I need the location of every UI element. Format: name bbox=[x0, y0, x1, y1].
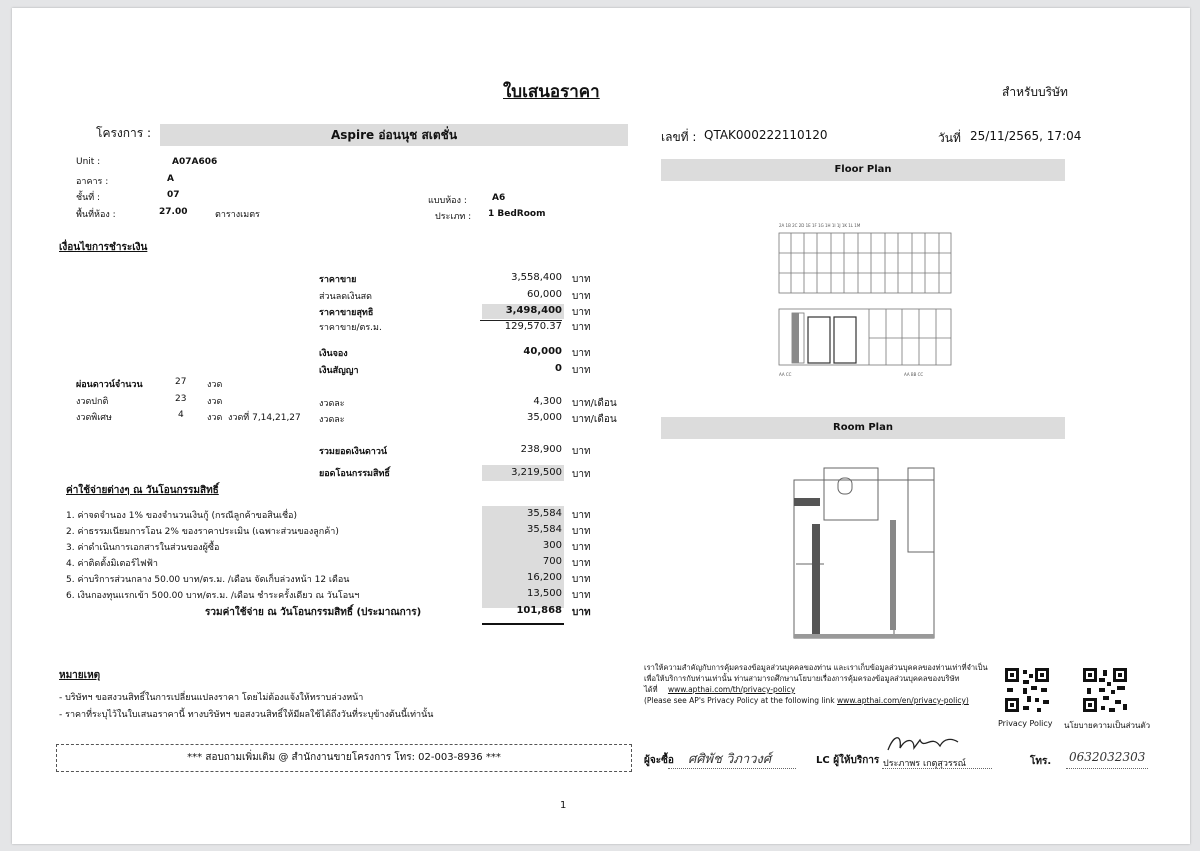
privacy-link-en[interactable]: www.apthai.com/en/privacy-policy) bbox=[837, 696, 969, 705]
privacy-en-prefix: (Please see AP's Privacy Policy at the following link bbox=[644, 696, 835, 705]
privacy-policy-qr-icon[interactable] bbox=[1003, 666, 1051, 714]
expense-item: 5. ค่าบริการส่วนกลาง 50.00 บาท/ตร.ม. /เดือน จัดเก็บล่วงหน้า 12 เดือน bbox=[66, 575, 350, 585]
expense-item: 2. ค่าธรรมเนียมการโอน 2% ของราคาประเมิน (เฉพาะส่วนของลูกค้า) bbox=[66, 527, 339, 537]
transfer-label: ยอดโอนกรรมสิทธิ์ bbox=[319, 469, 390, 479]
expenses-total-unit: บาท bbox=[572, 607, 591, 618]
installments-total-label: ผ่อนดาวน์จำนวน bbox=[76, 380, 143, 390]
payment-heading: เงื่อนไขการชำระเงิน bbox=[59, 242, 148, 253]
privacy-qr-label: Privacy Policy bbox=[998, 719, 1053, 728]
installments-special-amount-unit: บาท/เดือน bbox=[572, 414, 617, 425]
price-per-sqm-unit: บาท bbox=[572, 322, 591, 333]
expense-unit: บาท bbox=[572, 542, 591, 553]
expense-unit: บาท bbox=[572, 558, 591, 569]
tel-value: 0632032303 bbox=[1069, 750, 1146, 764]
expense-unit: บาท bbox=[572, 574, 591, 585]
expenses-total-value: 101,868 bbox=[516, 605, 562, 616]
expense-item: 3. ค่าดำเนินการเอกสารในส่วนของผู้ซื้อ bbox=[66, 543, 220, 553]
installments-special-unit: งวด bbox=[207, 413, 223, 423]
price-per-sqm-value: 129,570.37 bbox=[480, 320, 562, 332]
contact-box: *** สอบถามเพิ่มเติม @ สำนักงานขายโครงการ โทร: 02-003-8936 *** bbox=[56, 744, 632, 772]
privacy-policy-th-qr-icon[interactable] bbox=[1081, 666, 1129, 714]
price-per-sqm-label: ราคาขาย/ตร.ม. bbox=[319, 323, 382, 333]
expense-value: 300 bbox=[542, 540, 562, 551]
room-plan-image bbox=[790, 464, 938, 642]
area-label: พื้นที่ห้อง : bbox=[76, 210, 116, 220]
expense-value: 700 bbox=[542, 556, 562, 567]
lc-name: ประภาพร เกตุสุวรรณ์ bbox=[883, 759, 966, 769]
svg-text:AA CC: AA CC bbox=[779, 372, 792, 377]
floor-plan-image bbox=[774, 213, 956, 379]
tel-label: โทร. bbox=[1030, 756, 1052, 767]
net-price-value: 3,498,400 bbox=[505, 305, 562, 316]
buyer-sign-line bbox=[668, 768, 796, 769]
lc-signature-image bbox=[884, 730, 964, 756]
contract-label: เงินสัญญา bbox=[319, 366, 359, 376]
room-type-value: A6 bbox=[492, 193, 506, 203]
room-type-label: แบบห้อง : bbox=[428, 196, 467, 206]
project-name: Aspire อ่อนนุช สเตชั่น bbox=[160, 124, 628, 146]
installments-normal-amount-unit: บาท/เดือน bbox=[572, 398, 617, 409]
svg-text:AA BB CC: AA BB CC bbox=[904, 372, 924, 377]
expense-value: 35,584 bbox=[527, 508, 562, 519]
price-value: 3,558,400 bbox=[511, 272, 562, 283]
installments-normal-unit: งวด bbox=[207, 397, 223, 407]
quotation-page bbox=[12, 8, 1190, 844]
expense-value: 13,500 bbox=[527, 588, 562, 599]
installments-normal-count: 23 bbox=[175, 394, 187, 404]
total-down-value: 238,900 bbox=[520, 444, 562, 455]
expenses-total-label: รวมค่าใช้จ่าย ณ วันโอนกรรมสิทธิ์ (ประมาณการ) bbox=[205, 607, 422, 618]
privacy-line-3 bbox=[644, 684, 988, 695]
discount-label: ส่วนลดเงินสด bbox=[319, 292, 373, 302]
expense-unit: บาท bbox=[572, 590, 591, 601]
total-down-unit: บาท bbox=[572, 446, 591, 457]
document-title: ใบเสนอราคา bbox=[503, 82, 600, 102]
category-label: ประเภท : bbox=[435, 212, 472, 222]
expense-value: 35,584 bbox=[527, 524, 562, 535]
installments-special-amount: 35,000 bbox=[527, 412, 562, 423]
privacy-line: เพื่อให้บริการกับท่านเท่านั้น ท่านสามารถศึกษานโยบายเรื่องการคุ้มครองข้อมูลส่วนบุคคลของบริษัท bbox=[644, 674, 960, 683]
price-unit: บาท bbox=[572, 274, 591, 285]
privacy-text bbox=[644, 662, 988, 706]
contract-value: 0 bbox=[555, 363, 562, 374]
expenses-heading: ค่าใช้จ่ายต่างๆ ณ วันโอนกรรมสิทธิ์ bbox=[66, 485, 219, 496]
copy-label: สำหรับบริษัท bbox=[1002, 85, 1068, 99]
privacy-th-qr-label: นโยบายความเป็นส่วนตัว bbox=[1064, 721, 1151, 730]
date-label: วันที่ bbox=[938, 131, 961, 145]
floor-label: ชั้นที่ : bbox=[76, 193, 101, 203]
net-price-unit: บาท bbox=[572, 307, 591, 318]
unit-value: A07A606 bbox=[172, 157, 218, 167]
installments-special-count: 4 bbox=[178, 410, 184, 420]
booking-unit: บาท bbox=[572, 348, 591, 359]
unit-label: Unit : bbox=[76, 157, 101, 167]
net-price-label: ราคาขายสุทธิ bbox=[319, 308, 374, 318]
buyer-label: ผู้จะซื้อ bbox=[644, 755, 674, 766]
installments-normal-label: งวดปกติ bbox=[76, 397, 109, 407]
building-label: อาคาร : bbox=[76, 177, 109, 187]
page-number: 1 bbox=[560, 800, 567, 811]
booking-value: 40,000 bbox=[523, 346, 562, 357]
installments-normal-amount-label: งวดละ bbox=[319, 399, 345, 409]
expense-unit: บาท bbox=[572, 526, 591, 537]
quote-number: QTAK000222110120 bbox=[704, 128, 828, 142]
total-down-label: รวมยอดเงินดาวน์ bbox=[319, 447, 388, 457]
booking-label: เงินจอง bbox=[319, 349, 348, 359]
installments-special-note: งวดที่ 7,14,21,27 bbox=[228, 413, 301, 423]
privacy-line: ได้ที่ bbox=[644, 685, 658, 694]
privacy-link-th[interactable]: www.apthai.com/th/privacy-policy bbox=[667, 685, 796, 694]
room-plan-header: Room Plan bbox=[661, 417, 1065, 439]
remark-line: - บริษัทฯ ขอสงวนสิทธิ์ในการเปลี่ยนแปลงราคา โดยไม่ต้องแจ้งให้ทราบล่วงหน้า bbox=[59, 693, 364, 703]
floor-plan-header: Floor Plan bbox=[661, 159, 1065, 181]
svg-text:2A 1B 2C 2D 1E 1F 1G 1H 1I 1J: 2A 1B 2C 2D 1E 1F 1G 1H 1I 1J 1K 1L 1M bbox=[779, 223, 861, 228]
privacy-line: เราให้ความสำคัญกับการคุ้มครองข้อมูลส่วนบุคคลของท่าน และเราเก็บข้อมูลส่วนบุคคลของท่านเท่าที่จำเป็น bbox=[644, 663, 988, 672]
quote-number-label: เลขที่ : bbox=[661, 130, 697, 144]
transfer-unit: บาท bbox=[572, 469, 591, 480]
tel-sign-line bbox=[1066, 768, 1148, 769]
expense-unit: บาท bbox=[572, 510, 591, 521]
installments-special-label: งวดพิเศษ bbox=[76, 413, 112, 423]
price-label: ราคาขาย bbox=[319, 275, 357, 285]
remarks-heading: หมายเหตุ bbox=[59, 670, 101, 681]
floor-value: 07 bbox=[167, 190, 180, 200]
date-value: 25/11/2565, 17:04 bbox=[970, 129, 1082, 143]
expense-value: 16,200 bbox=[527, 572, 562, 583]
transfer-value: 3,219,500 bbox=[511, 467, 562, 478]
lc-sign-line bbox=[882, 768, 992, 769]
area-value: 27.00 bbox=[159, 207, 188, 217]
building-value: A bbox=[167, 174, 174, 184]
expenses-total-rule bbox=[482, 623, 564, 625]
expense-item: 1. ค่าจดจำนอง 1% ของจำนวนเงินกู้ (กรณีลูกค้าขอสินเชื่อ) bbox=[66, 511, 297, 521]
category-value: 1 BedRoom bbox=[488, 209, 546, 219]
expense-item: 6. เงินกองทุนแรกเข้า 500.00 บาท/ตร.ม. /เดือน ชำระครั้งเดียว ณ วันโอนฯ bbox=[66, 591, 360, 601]
area-unit: ตารางเมตร bbox=[215, 210, 260, 220]
installments-total-unit: งวด bbox=[207, 380, 223, 390]
lc-label: LC ผู้ให้บริการ bbox=[816, 755, 880, 766]
remark-line: - ราคาที่ระบุไว้ในใบเสนอราคานี้ ทางบริษัทฯ ขอสงวนสิทธิ์ให้มีผลใช้ได้ถึงวันที่ระบุข้างต้นนี้เท่านั้น bbox=[59, 710, 434, 720]
project-label: โครงการ : bbox=[96, 126, 152, 140]
buyer-signature: ศศิพัช วิภาวงศ์ bbox=[688, 752, 772, 767]
installments-total-count: 27 bbox=[175, 377, 187, 387]
expense-item: 4. ค่าติดตั้งมิเตอร์ไฟฟ้า bbox=[66, 559, 158, 569]
installments-normal-amount: 4,300 bbox=[533, 396, 562, 407]
contract-unit: บาท bbox=[572, 365, 591, 376]
installments-special-amount-label: งวดละ bbox=[319, 415, 345, 425]
discount-value: 60,000 bbox=[527, 289, 562, 300]
privacy-line-en bbox=[644, 695, 988, 706]
discount-unit: บาท bbox=[572, 291, 591, 302]
